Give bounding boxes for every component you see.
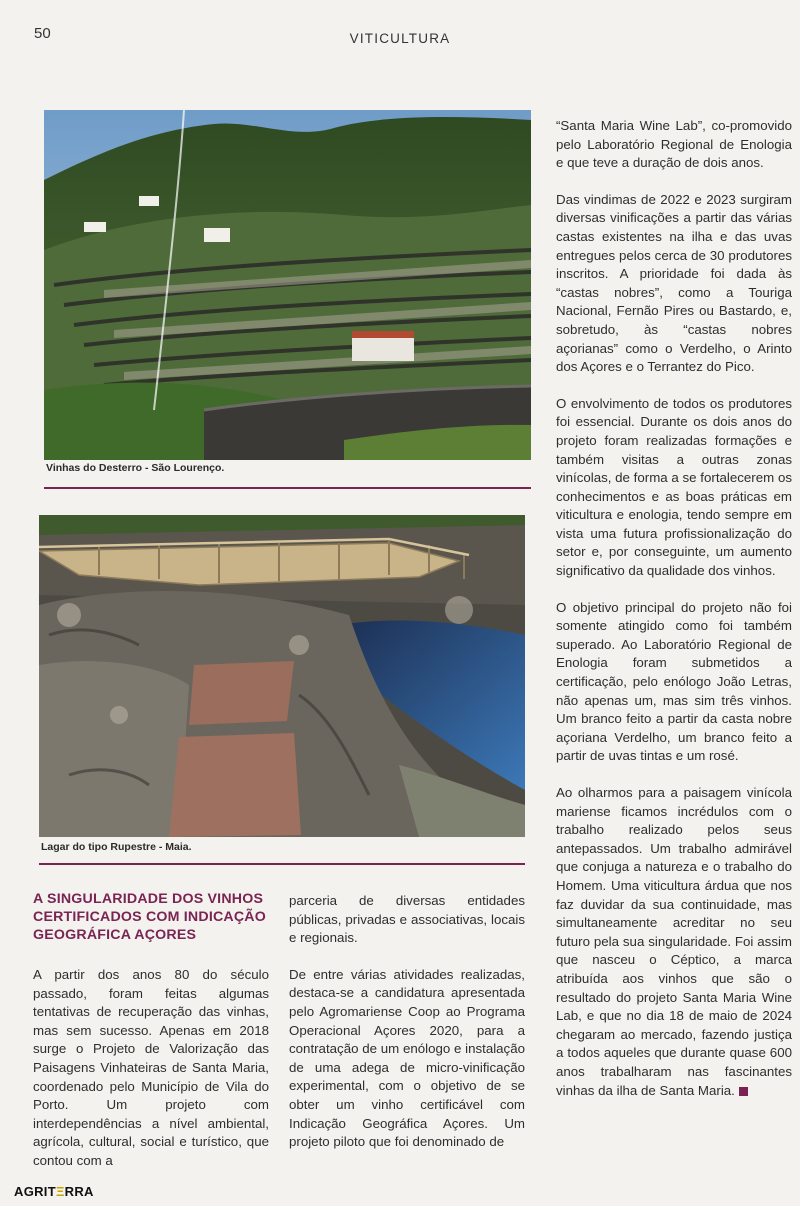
caption-divider xyxy=(44,487,531,489)
paragraph: parceria de diversas entidades públicas, privadas e associativas, locais e regionais. xyxy=(289,893,525,946)
brand-logo-accent: Ξ xyxy=(55,1184,65,1199)
brand-logo xyxy=(14,1184,94,1199)
paragraph: O envolvimento de todos os produtores foi essencial. Durante os dois anos do projeto foram realizadas formações e também visitas a outras zonas vinícolas, de forma a se fortalecerem os conhecimentos e as boas práticas em viticultura e enologia, tendo sempre em vista uma futura profissionalização do setor e, por conseguinte, um aumento significativo da qualidade dos vinhos. xyxy=(556,395,792,579)
section-header: VITICULTURA xyxy=(349,31,451,46)
article-column-left xyxy=(33,966,269,1189)
brand-logo-end: RRA xyxy=(64,1184,94,1199)
page-number: 50 xyxy=(34,25,51,42)
end-of-article-mark xyxy=(739,1087,748,1096)
paragraph-last xyxy=(556,784,792,1100)
article-heading: A SINGULARIDADE DOS VINHOS CERTIFICADOS COM INDICAÇÃO GEOGRÁFICA AÇORES xyxy=(33,891,266,943)
vineyard-photo xyxy=(44,110,531,460)
wine-press-photo xyxy=(39,515,525,837)
paragraph: Das vindimas de 2022 e 2023 surgiram diversas vinificações a partir das várias castas existentes na ilha e das uvas entregues pelos cerca de 30 produtores inscritos. A prioridade foi dada às “castas nobres”, como a Touriga Nacional, Fernão Pires ou Bastardo, e, sobretudo, às “castas nobres açorianas” como o Verdelho, o Arinto dos Açores e o Terrantez do Pico. xyxy=(556,191,792,375)
article-column-middle xyxy=(289,892,525,1170)
paragraph: A partir dos anos 80 do século passado, foram feitas algumas tentativas de recuperação das vinhas, mas sem sucesso. Apenas em 2018 surge o Projeto de Valorização das Paisagens Vinhateiras de Santa Maria, coordenado pelo Município de Vila do Porto. Um projeto com interdependências a nível ambiental, agrícola, cultural, social e turístico, que contou com a xyxy=(33,967,269,1168)
paragraph-text: Ao olharmos para a paisagem vinícola mariense ficamos incrédulos com o trabalho realizado pelos seus antepassados. Um trabalho admirável que conjuga a natureza e o trabalho do Homem. Uma viticultura árdua que nos faz duvidar da sua continuidade, mas simultaneamente acreditar no seu futuro pela sua singularidade. Foi assim que nasceu o Céptico, a marca atribuída aos vinhos que são o resultado do projeto Santa Maria Wine Lab, e que no dia 18 de maio de 2024 chegaram ao mercado, fazendo justiça a todos aqueles que durante quase 600 anos trabalharam nas fascinantes vinhas da ilha de Santa Maria. xyxy=(556,785,792,1098)
paragraph: De entre várias atividades realizadas, destaca-se a candidatura apresentada pelo Agromariense Coop ao Programa Operacional Açores 2020, para a contratação de um enólogo e instalação de uma adega de micro-vinificação experimental, com o objetivo de se obter um vinho certificável com Indicação Geográfica Açores. Um projeto piloto que foi denominado de xyxy=(289,966,525,1150)
paragraph: O objetivo principal do projeto não foi somente atingido como foi também superado. Ao Laboratório Regional de Enologia foram submetidos a certificação, pelo enólogo João Letras, não apenas um, mas sim três vinhos. Um branco feito a partir da casta nobre açoriana Verdelho, um branco feito a partir de uvas tintas e um rosé. xyxy=(556,599,792,764)
brand-logo-start: AGRIT xyxy=(14,1184,56,1199)
paragraph: “Santa Maria Wine Lab”, co-promovido pelo Laboratório Regional de Enologia e que teve a duração de dois anos. xyxy=(556,118,792,171)
wine-press-photo-caption: Lagar do tipo Rupestre - Maia. xyxy=(41,841,192,853)
caption-divider xyxy=(39,863,525,865)
vineyard-photo-caption: Vinhas do Desterro - São Lourenço. xyxy=(46,462,225,474)
article-column-right xyxy=(556,117,792,1118)
